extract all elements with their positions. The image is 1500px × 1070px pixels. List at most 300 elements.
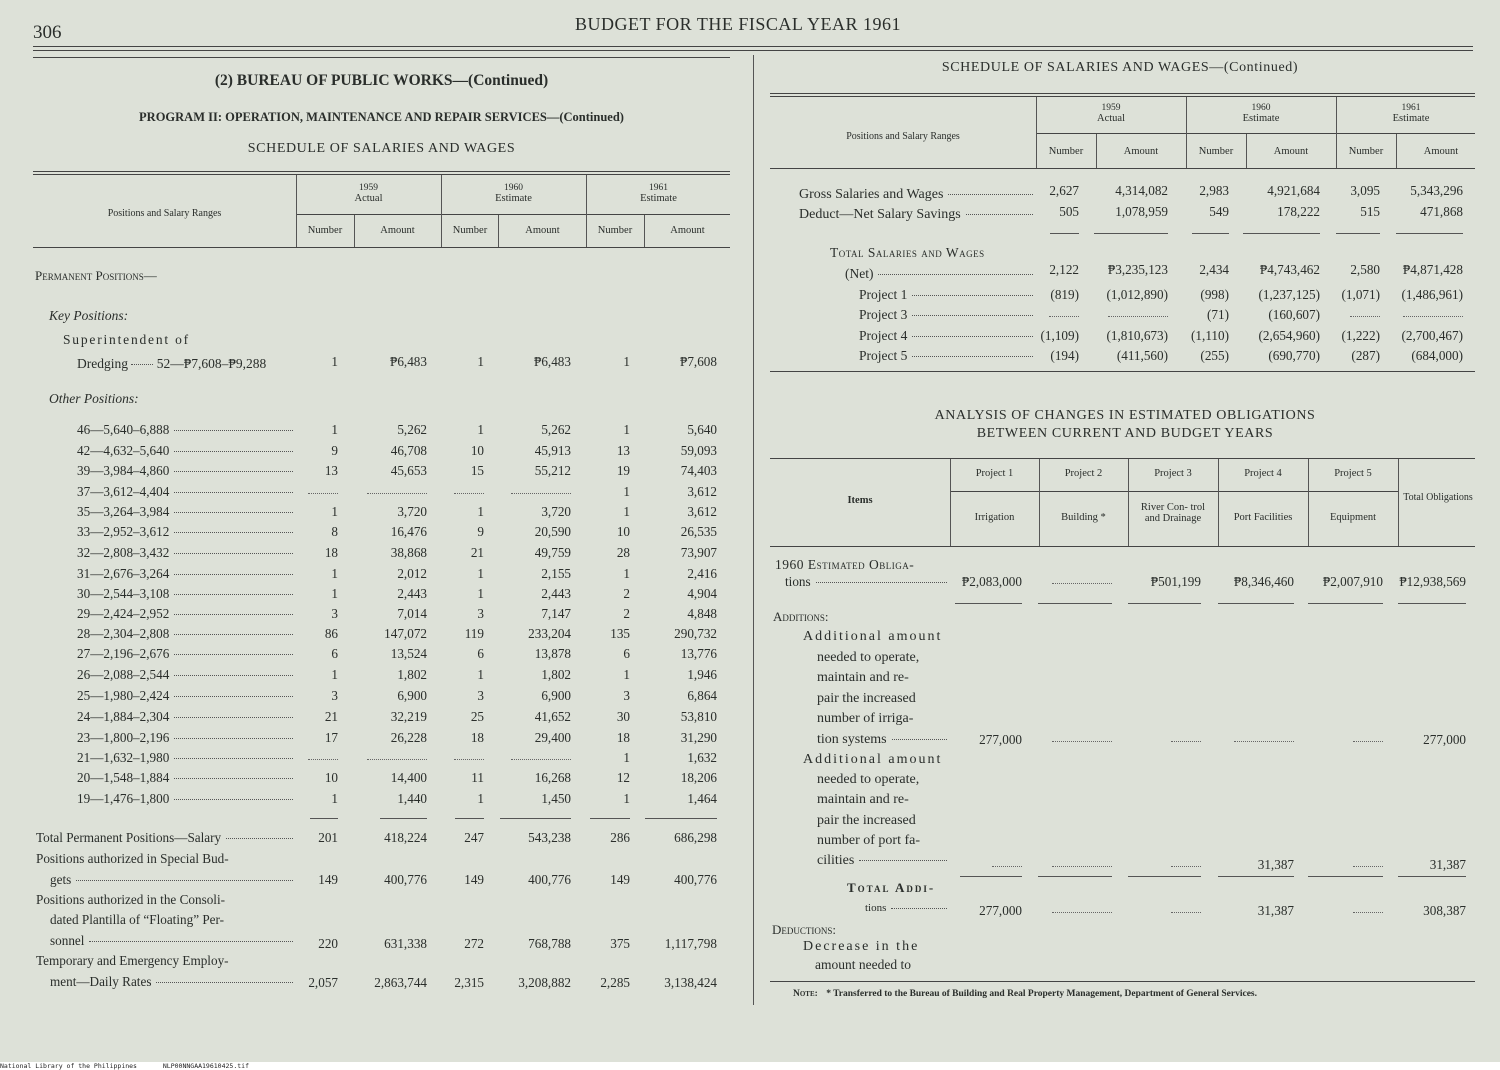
permanent-heading: Permanent Positions— bbox=[35, 268, 157, 283]
row-10-val-4: 135 bbox=[610, 626, 630, 641]
row-0-val-5: 5,640 bbox=[687, 422, 717, 437]
row-12-val-1: 1,802 bbox=[397, 667, 427, 682]
row-18-val-3: 1,450 bbox=[541, 791, 571, 806]
number-head: Number bbox=[452, 225, 488, 236]
row-0-val-2: 1 bbox=[477, 422, 484, 437]
row-12-val-2: 1 bbox=[477, 667, 484, 682]
est-val-0: ₱2,083,000 bbox=[961, 574, 1022, 589]
salary-range-row-3-text: 37—3,612–4,404 bbox=[77, 484, 170, 499]
dec-1: Decrease in the bbox=[803, 939, 920, 954]
subtotal-rule-3 bbox=[500, 818, 571, 819]
ahead-rule-top bbox=[770, 458, 1475, 459]
r-year-1959: 1959 bbox=[1101, 103, 1121, 113]
salary-range-row-4-text: 35—3,264–3,984 bbox=[77, 504, 170, 519]
temp-val-4: 2,285 bbox=[600, 975, 630, 990]
total-sw-1: Total Salaries and Wages bbox=[830, 245, 985, 260]
project-2-val-1: (1,810,673) bbox=[1106, 328, 1168, 343]
row-9-val-0: 3 bbox=[331, 606, 338, 621]
project-1-val-2: (71) bbox=[1207, 307, 1229, 322]
deduct-savings-text: Deduct—Net Salary Savings bbox=[799, 207, 961, 222]
total-perm-val-5: 686,298 bbox=[674, 830, 717, 845]
proj-desc-3: River Con- trol and Drainage bbox=[1140, 502, 1206, 524]
blank-dots bbox=[454, 493, 484, 494]
row-13-val-3: 6,900 bbox=[541, 688, 571, 703]
row-1-val-3: 45,913 bbox=[534, 443, 571, 458]
row-0-val-3: 5,262 bbox=[541, 422, 571, 437]
row-15-val-0: 17 bbox=[324, 730, 338, 745]
consol-val-2: 272 bbox=[464, 936, 484, 951]
row-9-val-4: 2 bbox=[623, 606, 630, 621]
footer-library: National Library of the Philippines bbox=[0, 1062, 137, 1070]
blank-dots bbox=[1234, 741, 1294, 742]
row-7-val-0: 1 bbox=[331, 566, 338, 581]
scan-footer bbox=[0, 1062, 1500, 1070]
blank-dots bbox=[367, 493, 427, 494]
row-13-val-1: 6,900 bbox=[397, 688, 427, 703]
deduct-val-2: 549 bbox=[1209, 204, 1229, 219]
add2-line-1: needed to operate, bbox=[817, 772, 920, 787]
analysis-title-2: BETWEEN CURRENT AND BUDGET YEARS bbox=[976, 426, 1274, 441]
row-10-val-5: 290,732 bbox=[674, 626, 717, 641]
add2-line-5-text: cilities bbox=[817, 853, 855, 868]
row-6-val-1: 38,868 bbox=[390, 545, 427, 560]
add2-val-3: 31,387 bbox=[1257, 857, 1294, 872]
row-0-val-4: 1 bbox=[623, 422, 630, 437]
bureau-title: (2) BUREAU OF PUBLIC WORKS—(Continued) bbox=[214, 72, 549, 89]
leader-dots bbox=[131, 364, 153, 365]
special-val-3: 400,776 bbox=[528, 872, 571, 887]
est-val-4: ₱2,007,910 bbox=[1322, 574, 1383, 589]
subtotal-rule-0 bbox=[310, 818, 338, 819]
r-subtotal-rule-5 bbox=[1396, 233, 1463, 234]
ahead-rule-mid bbox=[950, 491, 1398, 492]
blank-dots bbox=[1052, 912, 1112, 913]
row-4-val-0: 1 bbox=[331, 504, 338, 519]
project-0-val-3: (1,237,125) bbox=[1258, 287, 1320, 302]
special-1: Positions authorized in Special Bud- bbox=[36, 851, 229, 866]
gross-val-2: 2,983 bbox=[1199, 183, 1229, 198]
add1-line-4: number of irriga- bbox=[817, 711, 914, 726]
gross-salaries-text: Gross Salaries and Wages bbox=[799, 187, 944, 202]
leader-dots bbox=[912, 315, 1033, 316]
gross-val-4: 3,095 bbox=[1350, 183, 1380, 198]
schedule-title: SCHEDULE OF SALARIES AND WAGES bbox=[247, 141, 516, 156]
total-perm-val-4: 286 bbox=[610, 830, 630, 845]
salary-range-row-0-text: 46—5,640–6,888 bbox=[77, 422, 170, 437]
r-subtotal-rule-2 bbox=[1192, 233, 1229, 234]
salary-range-row-2-text: 39—3,984–4,860 bbox=[77, 463, 170, 478]
r-year-kind-1960: Estimate bbox=[1242, 113, 1280, 124]
row-6-val-2: 21 bbox=[470, 545, 484, 560]
r-amount-head: Amount bbox=[1423, 146, 1459, 157]
row-17-val-4: 12 bbox=[616, 770, 630, 785]
add1-line-1: needed to operate, bbox=[817, 650, 920, 665]
r-subtotal-rule-4 bbox=[1336, 233, 1380, 234]
year-1960: 1960 bbox=[504, 183, 523, 193]
a-rule2-0 bbox=[960, 876, 1022, 877]
analysis-title-1: ANALYSIS OF CHANGES IN ESTIMATED OBLIGATIONS bbox=[934, 408, 1316, 423]
year-kind-1959: Actual bbox=[354, 193, 383, 204]
row-7-val-2: 1 bbox=[477, 566, 484, 581]
project-1-val-3: (160,607) bbox=[1268, 307, 1320, 322]
row-14-val-4: 30 bbox=[616, 709, 630, 724]
row-6-val-4: 28 bbox=[616, 545, 630, 560]
row-17-val-0: 10 bbox=[324, 770, 338, 785]
add1-val-0: 277,000 bbox=[979, 732, 1022, 747]
salary-range-row-12-text: 26—2,088–2,544 bbox=[77, 667, 170, 682]
salary-range-row-9-text: 29—2,424–2,952 bbox=[77, 606, 170, 621]
blank-dots bbox=[1350, 316, 1380, 317]
add1-line-2: maintain and re- bbox=[817, 670, 909, 685]
add1-line-5-text: tion systems bbox=[817, 732, 887, 747]
year-1961: 1961 bbox=[649, 183, 668, 193]
consol-val-1: 631,338 bbox=[384, 936, 427, 951]
column-divider bbox=[753, 55, 754, 1005]
row-15-val-1: 26,228 bbox=[390, 730, 427, 745]
row-2-val-3: 55,212 bbox=[534, 463, 571, 478]
tot-add-val-5: 308,387 bbox=[1423, 903, 1466, 918]
row-9-val-2: 3 bbox=[477, 606, 484, 621]
row-3-val-5: 3,612 bbox=[687, 484, 717, 499]
supt-label-1: Superintendent of bbox=[63, 332, 190, 347]
row-9-val-3: 7,147 bbox=[541, 606, 571, 621]
blank-dots bbox=[454, 759, 484, 760]
r-number-head: Number bbox=[1348, 146, 1384, 157]
salary-range-row-1-text: 42—4,632–5,640 bbox=[77, 443, 170, 458]
proj-desc-1: Irrigation bbox=[974, 512, 1015, 523]
row-13-val-2: 3 bbox=[477, 688, 484, 703]
row-5-val-5: 26,535 bbox=[680, 524, 717, 539]
row-8-val-1: 2,443 bbox=[397, 586, 427, 601]
salary-range-row-10-text: 28—2,304–2,808 bbox=[77, 626, 170, 641]
project-2-val-3: (2,654,960) bbox=[1258, 328, 1320, 343]
project-0-val-2: (998) bbox=[1200, 287, 1229, 302]
row-13-val-0: 3 bbox=[331, 688, 338, 703]
row-14-val-5: 53,810 bbox=[680, 709, 717, 724]
add2-val-5: 31,387 bbox=[1429, 857, 1466, 872]
special-2-text: gets bbox=[50, 872, 72, 887]
a-rule-3 bbox=[1218, 603, 1294, 604]
total-obl-heading: Total Obligations bbox=[1403, 492, 1473, 503]
program-title: PROGRAM II: OPERATION, MAINTENANCE AND REPAIR SERVICES—(Continued) bbox=[139, 110, 624, 124]
blank-dots bbox=[1052, 866, 1112, 867]
total-perm-val-3: 543,238 bbox=[528, 830, 571, 845]
number-head: Number bbox=[597, 225, 633, 236]
right-schedule-title: SCHEDULE OF SALARIES AND WAGES—(Continued) bbox=[941, 60, 1299, 75]
row-17-val-3: 16,268 bbox=[534, 770, 571, 785]
head-rule-top bbox=[33, 171, 730, 172]
salary-range-row-17-text: 20—1,548–1,884 bbox=[77, 770, 170, 785]
row-9-val-5: 4,848 bbox=[687, 606, 717, 621]
other-heading: Other Positions: bbox=[49, 391, 139, 406]
add2-line-3: pair the increased bbox=[817, 813, 916, 828]
row-4-val-1: 3,720 bbox=[397, 504, 427, 519]
dec-2: amount needed to bbox=[815, 957, 911, 972]
temp-val-5: 3,138,424 bbox=[664, 975, 717, 990]
header-rule bbox=[33, 46, 1473, 47]
supt-val-0: 1 bbox=[331, 354, 338, 369]
note bbox=[793, 989, 1257, 999]
row-2-val-5: 74,403 bbox=[680, 463, 717, 478]
row-16-val-4: 1 bbox=[623, 750, 630, 765]
blank-dots bbox=[1049, 316, 1079, 317]
blank-dots bbox=[1052, 741, 1112, 742]
project-3-val-5: (684,000) bbox=[1411, 348, 1463, 363]
total-sw-val-3: ₱4,743,462 bbox=[1259, 262, 1320, 277]
row-11-val-5: 13,776 bbox=[680, 646, 717, 661]
row-11-val-2: 6 bbox=[477, 646, 484, 661]
row-1-val-5: 59,093 bbox=[680, 443, 717, 458]
project-0-val-1: (1,012,890) bbox=[1106, 287, 1168, 302]
a-rule-1 bbox=[1038, 603, 1112, 604]
add2-line-5 bbox=[817, 853, 947, 869]
salary-range-row-6-text: 32—2,808–3,432 bbox=[77, 545, 170, 560]
row-0-val-0: 1 bbox=[331, 422, 338, 437]
total-permanent-text: Total Permanent Positions—Salary bbox=[36, 830, 222, 845]
row-4-val-3: 3,720 bbox=[541, 504, 571, 519]
project-row-1 bbox=[859, 307, 1033, 323]
row-18-val-1: 1,440 bbox=[397, 791, 427, 806]
total-sw-val-0: 2,122 bbox=[1049, 262, 1079, 277]
project-2-val-5: (2,700,467) bbox=[1401, 328, 1463, 343]
row-6-val-5: 73,907 bbox=[680, 545, 717, 560]
salary-range-row-3 bbox=[77, 484, 293, 500]
row-15-val-2: 18 bbox=[470, 730, 484, 745]
leader-dots bbox=[174, 492, 293, 493]
note-label: Note: bbox=[793, 989, 818, 999]
leader-dots bbox=[174, 758, 293, 759]
rhead-rule-mid bbox=[1036, 133, 1475, 134]
row-10-val-3: 233,204 bbox=[528, 626, 571, 641]
temp-1: Temporary and Emergency Employ- bbox=[36, 953, 229, 968]
add1-line-0: Additional amount bbox=[803, 629, 943, 644]
row-15-val-3: 29,400 bbox=[534, 730, 571, 745]
blank-dots bbox=[992, 866, 1022, 867]
est-2-text: tions bbox=[785, 574, 811, 589]
add2-line-0: Additional amount bbox=[803, 752, 943, 767]
row-1-val-4: 13 bbox=[616, 443, 630, 458]
row-18-val-4: 1 bbox=[623, 791, 630, 806]
total-sw-val-2: 2,434 bbox=[1199, 262, 1229, 277]
est-val-5: ₱12,938,569 bbox=[1399, 574, 1466, 589]
a-rule2-5 bbox=[1398, 876, 1466, 877]
special-val-4: 149 bbox=[610, 872, 630, 887]
temp-val-2: 2,315 bbox=[454, 975, 484, 990]
r-year-kind-1961: Estimate bbox=[1392, 113, 1430, 124]
a-rule2-3 bbox=[1218, 876, 1294, 877]
row-3-val-4: 1 bbox=[623, 484, 630, 499]
total-perm-val-2: 247 bbox=[464, 830, 484, 845]
temp-2-text: ment—Daily Rates bbox=[50, 974, 152, 989]
add2-line-2: maintain and re- bbox=[817, 792, 909, 807]
right-sched-bottom-rule bbox=[770, 371, 1475, 372]
salary-range-row-16 bbox=[77, 750, 293, 766]
a-rule2-1 bbox=[1038, 876, 1112, 877]
row-9-val-1: 7,014 bbox=[397, 606, 427, 621]
row-13-val-5: 6,864 bbox=[687, 688, 717, 703]
year-kind-1960: Estimate bbox=[495, 193, 532, 204]
proj-desc-4: Port Facilities bbox=[1233, 512, 1293, 523]
number-head: Number bbox=[307, 225, 343, 236]
subtotal-rule-2 bbox=[455, 818, 484, 819]
note-rule bbox=[770, 981, 1475, 982]
supt-val-5: ₱7,608 bbox=[679, 354, 717, 369]
row-2-val-1: 45,653 bbox=[390, 463, 427, 478]
row-4-val-5: 3,612 bbox=[687, 504, 717, 519]
blank-dots bbox=[308, 759, 338, 760]
supt-val-1: ₱6,483 bbox=[389, 354, 427, 369]
row-11-val-4: 6 bbox=[623, 646, 630, 661]
head-rule-top-2 bbox=[33, 174, 730, 175]
supt-val-3: ₱6,483 bbox=[533, 354, 571, 369]
row-5-val-4: 10 bbox=[616, 524, 630, 539]
project-2-val-0: (1,109) bbox=[1040, 328, 1079, 343]
supt-val-2: 1 bbox=[477, 354, 484, 369]
r-year-1960: 1960 bbox=[1251, 103, 1271, 113]
row-16-val-5: 1,632 bbox=[687, 750, 717, 765]
amount-head: Amount bbox=[380, 225, 415, 236]
amount-head: Amount bbox=[670, 225, 705, 236]
row-7-val-5: 2,416 bbox=[687, 566, 717, 581]
project-2-val-2: (1,110) bbox=[1191, 328, 1229, 343]
r-subtotal-rule-0 bbox=[1050, 233, 1079, 234]
supt-val-4: 1 bbox=[623, 354, 630, 369]
tot-add-val-3: 31,387 bbox=[1257, 903, 1294, 918]
row-15-val-5: 31,290 bbox=[680, 730, 717, 745]
special-val-0: 149 bbox=[318, 872, 338, 887]
project-row-2-text: Project 4 bbox=[859, 328, 908, 343]
total-perm-val-0: 201 bbox=[318, 830, 338, 845]
deduct-val-0: 505 bbox=[1059, 204, 1079, 219]
row-17-val-1: 14,400 bbox=[390, 770, 427, 785]
deductions-heading: Deductions: bbox=[772, 922, 836, 937]
a-rule-0 bbox=[955, 603, 1022, 604]
tot-add-2-text: tions bbox=[865, 902, 887, 914]
consol-1: Positions authorized in the Consoli- bbox=[36, 892, 226, 907]
tot-add-val-0: 277,000 bbox=[979, 903, 1022, 918]
project-row-0-text: Project 1 bbox=[859, 287, 908, 302]
project-3-val-3: (690,770) bbox=[1268, 348, 1320, 363]
additions-heading: Additions: bbox=[773, 609, 829, 624]
project-row-3-text: Project 5 bbox=[859, 348, 908, 363]
project-3-val-4: (287) bbox=[1351, 348, 1380, 363]
positions-heading: Positions and Salary Ranges bbox=[107, 208, 222, 219]
year-kind-1961: Estimate bbox=[640, 193, 677, 204]
a-rule-2 bbox=[1128, 603, 1201, 604]
row-12-val-5: 1,946 bbox=[687, 667, 717, 682]
salary-range-row-5-text: 33—2,952–3,612 bbox=[77, 524, 170, 539]
leader-dots bbox=[859, 860, 947, 861]
gross-val-1: 4,314,082 bbox=[1115, 183, 1168, 198]
salary-range-row-8-text: 30—2,544–3,108 bbox=[77, 586, 170, 601]
row-10-val-1: 147,072 bbox=[384, 626, 427, 641]
gross-val-0: 2,627 bbox=[1049, 183, 1079, 198]
total-sw-val-1: ₱3,235,123 bbox=[1107, 262, 1168, 277]
proj-desc-5: Equipment bbox=[1329, 512, 1377, 523]
row-6-val-0: 18 bbox=[324, 545, 338, 560]
row-17-val-5: 18,206 bbox=[680, 770, 717, 785]
salary-range-row-14-text: 24—1,884–2,304 bbox=[77, 709, 170, 724]
row-8-val-3: 2,443 bbox=[541, 586, 571, 601]
add2-line-4: number of port fa- bbox=[817, 833, 921, 848]
row-12-val-0: 1 bbox=[331, 667, 338, 682]
a-rule2-2 bbox=[1128, 876, 1201, 877]
row-11-val-0: 6 bbox=[331, 646, 338, 661]
row-1-val-2: 10 bbox=[470, 443, 484, 458]
est-val-3: ₱8,346,460 bbox=[1233, 574, 1294, 589]
rhead-rule-bottom bbox=[770, 168, 1475, 169]
r-amount-head: Amount bbox=[1273, 146, 1309, 157]
a-rule-5 bbox=[1398, 603, 1466, 604]
project-3-val-0: (194) bbox=[1050, 348, 1079, 363]
salary-range-row-16-text: 21—1,632–1,980 bbox=[77, 750, 170, 765]
row-8-val-2: 1 bbox=[477, 586, 484, 601]
consol-val-0: 220 bbox=[318, 936, 338, 951]
row-8-val-0: 1 bbox=[331, 586, 338, 601]
head-rule-bottom bbox=[33, 247, 730, 248]
row-7-val-1: 2,012 bbox=[397, 566, 427, 581]
rhead-rule-top-2 bbox=[770, 96, 1475, 97]
special-val-1: 400,776 bbox=[384, 872, 427, 887]
row-4-val-4: 1 bbox=[623, 504, 630, 519]
head-rule-mid bbox=[296, 214, 730, 215]
subtotal-rule-1 bbox=[380, 818, 427, 819]
proj-desc-2: Building * bbox=[1061, 512, 1106, 523]
deduct-val-4: 515 bbox=[1360, 204, 1380, 219]
proj-head-5: Project 5 bbox=[1334, 468, 1372, 479]
row-15-val-4: 18 bbox=[616, 730, 630, 745]
row-10-val-2: 119 bbox=[464, 626, 484, 641]
temp-val-0: 2,057 bbox=[308, 975, 338, 990]
row-5-val-2: 9 bbox=[477, 524, 484, 539]
items-heading: Items bbox=[847, 495, 873, 506]
subtotal-rule-5 bbox=[645, 818, 717, 819]
project-3-val-1: (411,560) bbox=[1116, 348, 1168, 363]
add1-val-5: 277,000 bbox=[1423, 732, 1466, 747]
special-val-5: 400,776 bbox=[674, 872, 717, 887]
row-10-val-0: 86 bbox=[324, 626, 338, 641]
row-14-val-3: 41,652 bbox=[534, 709, 571, 724]
r-year-1961: 1961 bbox=[1401, 103, 1421, 113]
r-number-head: Number bbox=[1198, 146, 1234, 157]
deduct-val-5: 471,868 bbox=[1420, 204, 1463, 219]
row-17-val-2: 11 bbox=[471, 770, 484, 785]
salary-range-row-13-text: 25—1,980–2,424 bbox=[77, 688, 170, 703]
project-0-val-0: (819) bbox=[1050, 287, 1079, 302]
project-0-val-5: (1,486,961) bbox=[1401, 287, 1463, 302]
row-2-val-4: 19 bbox=[616, 463, 630, 478]
row-13-val-4: 3 bbox=[623, 688, 630, 703]
year-1959: 1959 bbox=[359, 183, 378, 193]
proj-head-1: Project 1 bbox=[975, 468, 1014, 479]
row-8-val-4: 2 bbox=[623, 586, 630, 601]
est-val-2: ₱501,199 bbox=[1150, 574, 1201, 589]
gross-val-3: 4,921,684 bbox=[1267, 183, 1320, 198]
row-2-val-0: 13 bbox=[324, 463, 338, 478]
deduct-val-1: 1,078,959 bbox=[1115, 204, 1168, 219]
consol-val-5: 1,117,798 bbox=[664, 936, 717, 951]
row-14-val-2: 25 bbox=[470, 709, 484, 724]
left-top-rule bbox=[33, 57, 730, 58]
r-subtotal-rule-3 bbox=[1243, 233, 1320, 234]
r-number-head: Number bbox=[1048, 146, 1084, 157]
salary-range-row-11-text: 27—2,196–2,676 bbox=[77, 646, 170, 661]
row-1-val-1: 46,708 bbox=[390, 443, 427, 458]
row-12-val-4: 1 bbox=[623, 667, 630, 682]
blank-dots bbox=[1171, 741, 1201, 742]
total-sw-2-text: (Net) bbox=[845, 266, 874, 281]
salary-range-row-18-text: 19—1,476–1,800 bbox=[77, 791, 170, 806]
